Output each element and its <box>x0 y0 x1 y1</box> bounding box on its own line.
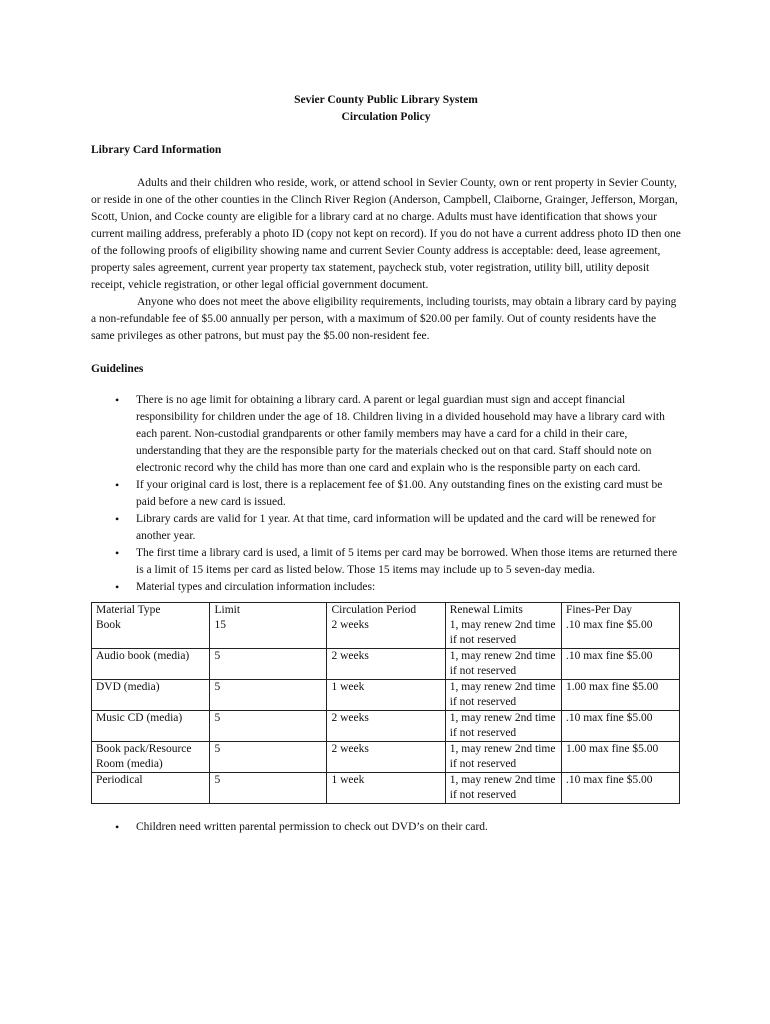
guideline-text: Library cards are valid for 1 year. At that time, card information will be updated and the card will be renewed for another year. <box>136 513 656 542</box>
table-cell: 15 <box>210 618 327 649</box>
list-item <box>91 545 681 579</box>
table-cell: 2 weeks <box>327 711 445 742</box>
table-cell: 1, may renew 2nd time if not reserved <box>445 742 561 773</box>
table-cell: 1, may renew 2nd time if not reserved <box>445 711 561 742</box>
table-cell: Audio book (media) <box>92 649 210 680</box>
document-body <box>91 92 681 836</box>
document-title: Sevier County Public Library System <box>294 94 478 106</box>
guidelines-list <box>91 392 681 596</box>
list-item <box>91 477 681 511</box>
list-item <box>91 819 681 836</box>
table-cell: Book pack/Resource Room (media) <box>92 742 210 773</box>
table-row <box>92 711 680 742</box>
document-subtitle: Circulation Policy <box>341 111 431 123</box>
bullet-icon: • <box>115 393 120 407</box>
table-cell: 1, may renew 2nd time if not reserved <box>445 773 561 804</box>
table-cell: 1 week <box>327 680 445 711</box>
table-cell: Periodical <box>92 773 210 804</box>
table-cell: 1, may renew 2nd time if not reserved <box>445 618 561 649</box>
table-cell: 5 <box>210 680 327 711</box>
table-cell: .10 max fine $5.00 <box>561 649 679 680</box>
table-row <box>92 618 680 649</box>
table-cell: .10 max fine $5.00 <box>561 773 679 804</box>
table-cell: 5 <box>210 742 327 773</box>
list-item <box>91 579 681 596</box>
table-cell: .10 max fine $5.00 <box>561 711 679 742</box>
table-row <box>92 649 680 680</box>
table-header-row <box>92 603 680 619</box>
guideline-text: The first time a library card is used, a limit of 5 items per card may be borrowed. When those items are returned there is a limit of 15 items per card as listed below. Those 15 items may include up to 5 seven-day media. <box>136 547 678 576</box>
table-cell: 5 <box>210 711 327 742</box>
table-cell: 5 <box>210 649 327 680</box>
bullet-icon: • <box>115 546 120 560</box>
table-cell: Book <box>92 618 210 649</box>
section-heading-guidelines: Guidelines <box>91 363 144 375</box>
materials-table <box>91 602 680 804</box>
bullet-icon: • <box>115 512 120 526</box>
table-row <box>92 742 680 773</box>
table-cell: 1 week <box>327 773 445 804</box>
guideline-text: If your original card is lost, there is a replacement fee of $1.00. Any outstanding fines on the existing card must be paid before a new card is issued. <box>136 479 663 508</box>
guideline-text: There is no age limit for obtaining a library card. A parent or legal guardian must sign and accept financial responsibility for children under the age of 18. Children living in a divided household may have a library card with each parent. Non-custodial grandparents or other family members may have a card for a child in their care, understanding that they are the responsible party for the materials checked out on that card. Staff should note on electronic record why the child has more than one card and explain who is the responsible party on each card. <box>136 394 665 474</box>
guideline-text: Material types and circulation information includes: <box>136 581 376 593</box>
table-cell: 1.00 max fine $5.00 <box>561 680 679 711</box>
table-cell: DVD (media) <box>92 680 210 711</box>
bullet-icon: • <box>115 478 120 492</box>
bullet-icon: • <box>115 580 120 594</box>
paragraph-nonresident-fee: Anyone who does not meet the above eligibility requirements, including tourists, may obtain a library card by paying a non-refundable fee of $5.00 annually per person, with a maximum of $20.00 per family. Out of county residents have the same privileges as other patrons, but must pay the $5.00 non-resident fee. <box>91 296 677 342</box>
list-item <box>91 392 681 477</box>
table-header-cell: Fines-Per Day <box>561 603 679 619</box>
table-cell: 1, may renew 2nd time if not reserved <box>445 649 561 680</box>
table-header-cell: Material Type <box>92 603 210 619</box>
table-header-cell: Limit <box>210 603 327 619</box>
table-cell: 2 weeks <box>327 742 445 773</box>
table-cell: Music CD (media) <box>92 711 210 742</box>
table-header-cell: Circulation Period <box>327 603 445 619</box>
final-note-list <box>91 819 681 836</box>
table-row <box>92 680 680 711</box>
final-note-text: Children need written parental permission to check out DVD’s on their card. <box>136 821 488 833</box>
section-heading-library-card: Library Card Information <box>91 144 222 156</box>
table-cell: 2 weeks <box>327 618 445 649</box>
table-row <box>92 773 680 804</box>
table-cell: .10 max fine $5.00 <box>561 618 679 649</box>
table-header-cell: Renewal Limits <box>445 603 561 619</box>
table-cell: 1.00 max fine $5.00 <box>561 742 679 773</box>
table-cell: 2 weeks <box>327 649 445 680</box>
table-cell: 5 <box>210 773 327 804</box>
paragraph-eligibility: Adults and their children who reside, work, or attend school in Sevier County, own or rent property in Sevier County, or reside in one of the other counties in the Clinch River Region (Anderson, Campbell, Claiborne, Grainger, Jefferson, Morgan, Scott, Union, and Cocke county are eligible for a library card at no charge. Adults must have identification that shows your current mailing address, preferably a photo ID (copy not kept on record). If you do not have a current address photo ID then one of the following proofs of eligibility showing name and current Sevier County address is acceptable: deed, lease agreement, property sales agreement, current year property tax statement, paycheck stub, voter registration, utility bill, utility deposit receipt, vehicle registration, or other legal official government document. <box>91 177 681 291</box>
bullet-icon: • <box>115 820 120 834</box>
table-cell: 1, may renew 2nd time if not reserved <box>445 680 561 711</box>
list-item <box>91 511 681 545</box>
